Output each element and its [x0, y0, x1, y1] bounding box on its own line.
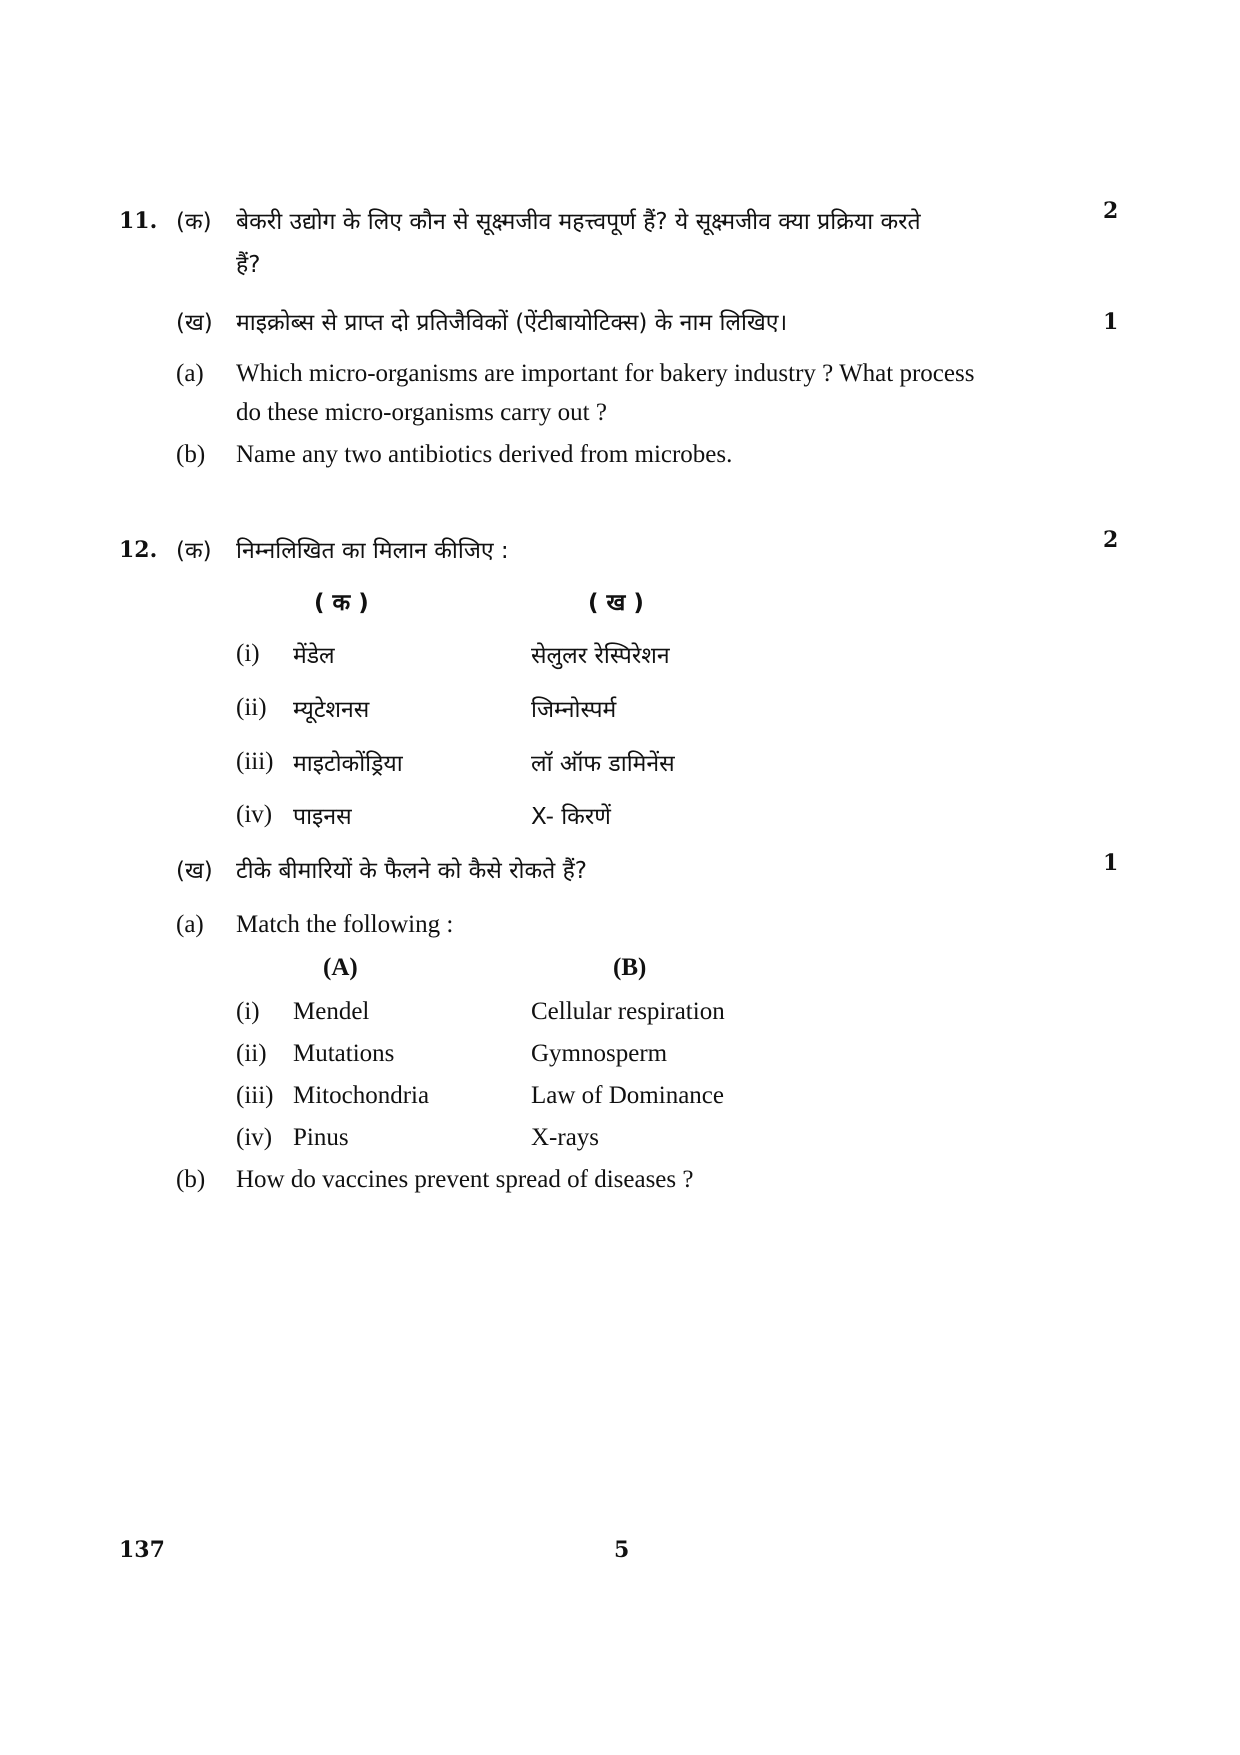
- q12-en-column-b-header: (B): [613, 954, 647, 981]
- q12-hi-a-label: (क): [176, 538, 212, 564]
- q12-en-a-text: Match the following :: [236, 911, 454, 938]
- q12-hi-row-num: (i): [236, 640, 260, 667]
- q12-a-marks: 2: [1103, 527, 1119, 553]
- q12-en-row-b: X-rays: [531, 1124, 600, 1151]
- question-12-number: 12.: [119, 537, 158, 563]
- q12-en-row-b: Law of Dominance: [531, 1082, 724, 1109]
- q11-hi-b-label: (ख): [176, 310, 213, 336]
- q12-en-a-label: (a): [176, 911, 204, 938]
- q12-en-b-label: (b): [176, 1166, 206, 1193]
- q12-hi-row-num: (ii): [236, 694, 267, 721]
- q11-en-b-label: (b): [176, 441, 206, 468]
- q11-a-marks: 2: [1103, 198, 1119, 224]
- q12-hi-a-text: निम्नलिखित का मिलान कीजिए :: [236, 538, 509, 564]
- q12-en-row-num: (iii): [236, 1082, 274, 1109]
- q12-b-marks: 1: [1103, 850, 1119, 876]
- q12-hi-row-num: (iii): [236, 748, 274, 775]
- q11-hi-a-line1: बेकरी उद्योग के लिए कौन से सूक्ष्मजीव महत्त्वपूर्ण हैं? ये सूक्ष्मजीव क्या प्रक्रिया करते: [236, 209, 921, 235]
- q12-en-row-a: Pinus: [293, 1124, 349, 1151]
- q12-hi-column-b-header: ( ख ): [588, 590, 644, 616]
- q12-hi-row-b: सेलुलर रेस्पिरेशन: [531, 643, 670, 669]
- q11-en-a-line1: Which micro-organisms are important for bakery industry ? What process: [236, 360, 975, 387]
- q11-hi-a-line2: हैं?: [236, 252, 261, 278]
- q12-hi-row-a: माइटोकोंड्रिया: [293, 751, 403, 777]
- q12-hi-b-label: (ख): [176, 858, 213, 884]
- paper-code: 137: [119, 1537, 165, 1563]
- q12-hi-row-b: X- किरणें: [531, 804, 611, 830]
- q11-en-a-line2: do these micro-organisms carry out ?: [236, 399, 607, 426]
- q12-hi-column-a-header: ( क ): [314, 590, 369, 616]
- q12-hi-row-num: (iv): [236, 801, 273, 828]
- q12-en-row-num: (i): [236, 998, 260, 1025]
- question-11-number: 11.: [119, 208, 158, 234]
- q12-hi-row-a: म्यूटेशनस: [293, 697, 370, 723]
- page-number: 5: [614, 1537, 630, 1563]
- q12-en-b-text: How do vaccines prevent spread of diseases ?: [236, 1166, 694, 1193]
- q12-en-row-a: Mendel: [293, 998, 370, 1025]
- q12-en-row-b: Gymnosperm: [531, 1040, 668, 1067]
- q12-hi-row-b: लॉ ऑफ डामिनेंस: [531, 751, 675, 777]
- q12-en-row-num: (ii): [236, 1040, 267, 1067]
- q11-en-a-label: (a): [176, 360, 204, 387]
- q11-hi-b-text: माइक्रोब्स से प्राप्त दो प्रतिजैविकों (ऐंटीबायोटिक्स) के नाम लिखिए।: [236, 310, 788, 336]
- q12-hi-row-a: मेंडेल: [293, 643, 335, 669]
- q12-en-row-num: (iv): [236, 1124, 273, 1151]
- q12-hi-row-b: जिम्नोस्पर्म: [531, 697, 617, 723]
- q12-hi-row-a: पाइनस: [293, 804, 352, 830]
- q11-hi-a-label: (क): [176, 209, 212, 235]
- q12-en-row-b: Cellular respiration: [531, 998, 725, 1025]
- q11-en-b-text: Name any two antibiotics derived from microbes.: [236, 441, 733, 468]
- q12-hi-b-text: टीके बीमारियों के फैलने को कैसे रोकते हैं?: [236, 858, 587, 884]
- q11-b-marks: 1: [1103, 309, 1119, 335]
- q12-en-row-a: Mutations: [293, 1040, 395, 1067]
- q12-en-column-a-header: (A): [323, 954, 358, 981]
- q12-en-row-a: Mitochondria: [293, 1082, 430, 1109]
